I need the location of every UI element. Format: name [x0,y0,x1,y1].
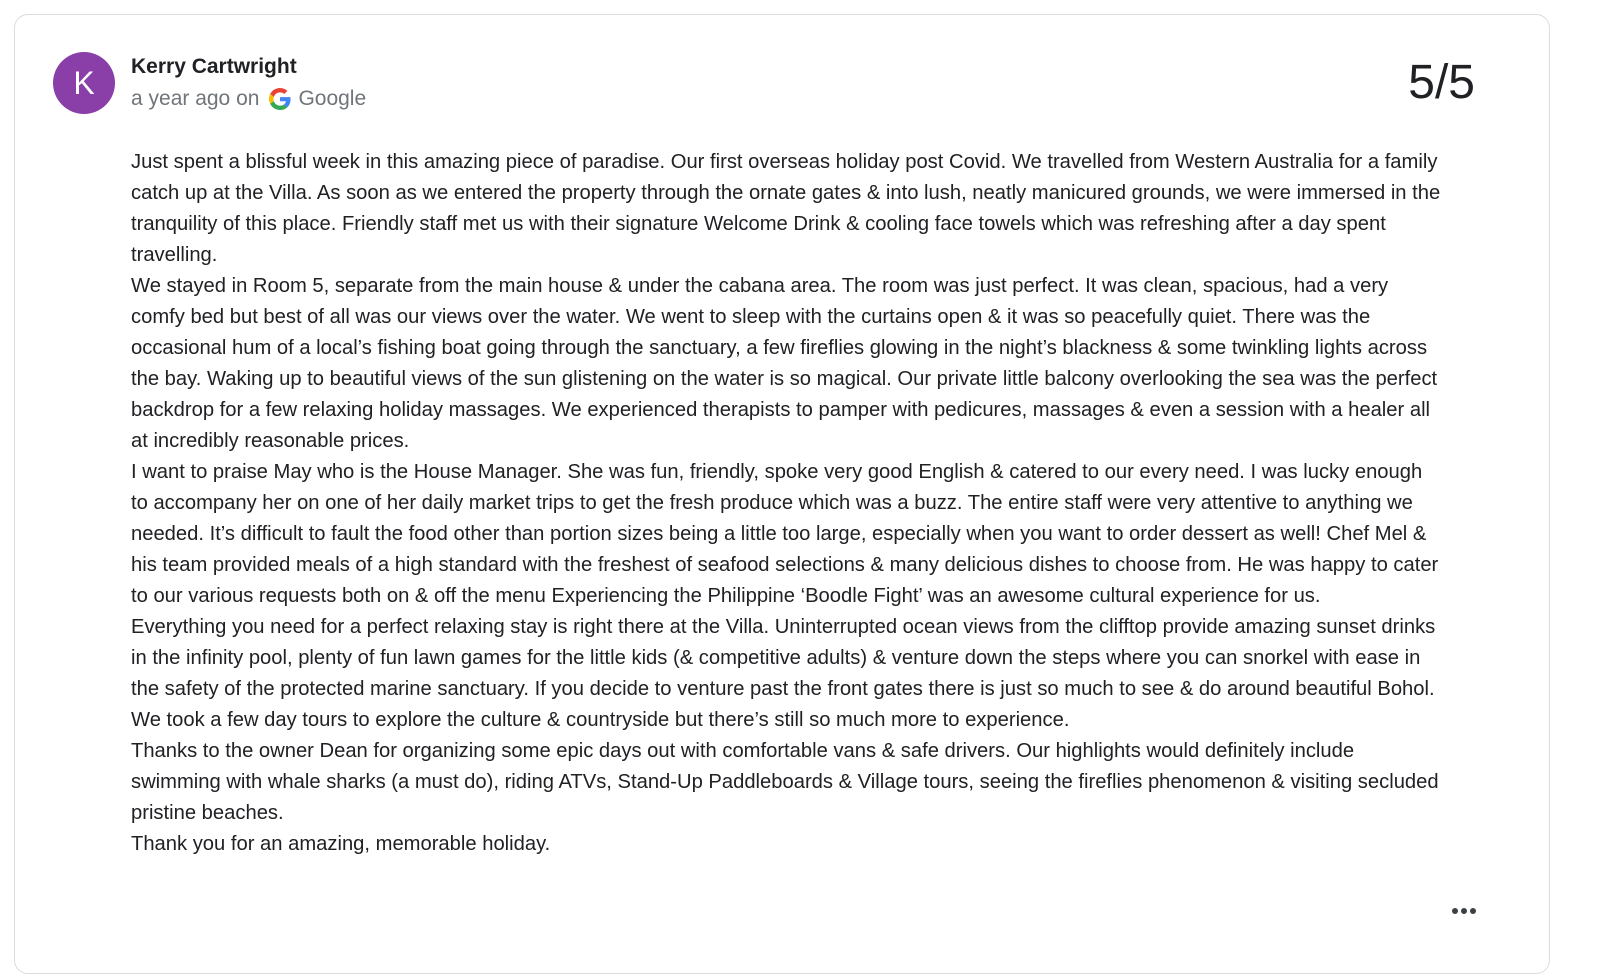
review-paragraph: Thank you for an amazing, memorable holiday. [131,833,551,855]
review-timestamp: a year ago on [131,87,260,110]
reviewer-name[interactable]: Kerry Cartwright [131,55,297,78]
google-g-icon [269,88,291,110]
review-paragraph: We stayed in Room 5, separate from the main house & under the cabana area. The room was just perfect. It was clean, spacious, had a very comfy bed but best of all was our views over the water. We went to sleep with the curtains open & it was so peacefully quiet. There was the occasional hum of a local’s fishing boat going through the sanctuary, a few fireflies glowing in the night’s blackness & some twinkling lights across the bay. Waking up to beautiful views of the sun glistening on the water is so magical. Our private little balcony overlooking the sea was the perfect backdrop for a few relaxing holiday massages. We experienced therapists to pamper with pedicures, massages & even a session with a healer all at incredibly reasonable prices. [131,275,1438,452]
review-paragraph: Thanks to the owner Dean for organizing some epic days out with comfortable vans & safe drivers. Our highlights would definitely include swimming with whale sharks (a must do), riding ATVs, Stand-Up Paddleboards & Village tours, seeing the fireflies phenomenon & visiting secluded pristine beaches. [131,740,1439,824]
review-paragraph: Just spent a blissful week in this amazing piece of paradise. Our first overseas holiday post Covid. We travelled from Western Australia for a family catch up at the Villa. As soon as we entered the property through the ornate gates & into lush, neatly manicured grounds, we were immersed in the tranquility of this place. Friendly staff met us with their signature Welcome Drink & cooling face towels which was refreshing after a day spent travelling. [131,151,1441,266]
review-card [14,14,1550,974]
more-horizontal-icon [1451,901,1478,919]
avatar[interactable]: K [53,52,115,114]
rating-score: 5/5 [1408,56,1475,109]
review-text [131,147,1441,860]
review-source: Google [298,87,367,110]
review-paragraph: I want to praise May who is the House Manager. She was fun, friendly, spoke very good English & catered to our every need. I was lucky enough to accompany her on one of her daily market trips to get the fresh produce which was a buzz. The entire staff were very attentive to anything we needed. It’s difficult to fault the food other than portion sizes being a little too large, especially when you want to order dessert as well! Chef Mel & his team provided meals of a high standard with the freshest of seafood selections & many delicious dishes to choose from. He was happy to cater to our various requests both on & off the menu Experiencing the Philippine ‘Boodle Fight’ was an awesome cultural experience for us. [131,461,1439,607]
review-meta [131,87,366,111]
review-paragraph: Everything you need for a perfect relaxing stay is right there at the Villa. Uninterrupted ocean views from the clifftop provide amazing sunset drinks in the infinity pool, plenty of fun lawn games for the little kids (& competitive adults) & venture down the steps where you can snorkel with ease in the safety of the protected marine sanctuary. If you decide to venture past the front gates there is just so much to see & do around beautiful Bohol. We took a few day tours to explore the culture & countryside but there’s still so much more to experience. [131,616,1436,731]
more-options-button[interactable] [1449,899,1479,921]
